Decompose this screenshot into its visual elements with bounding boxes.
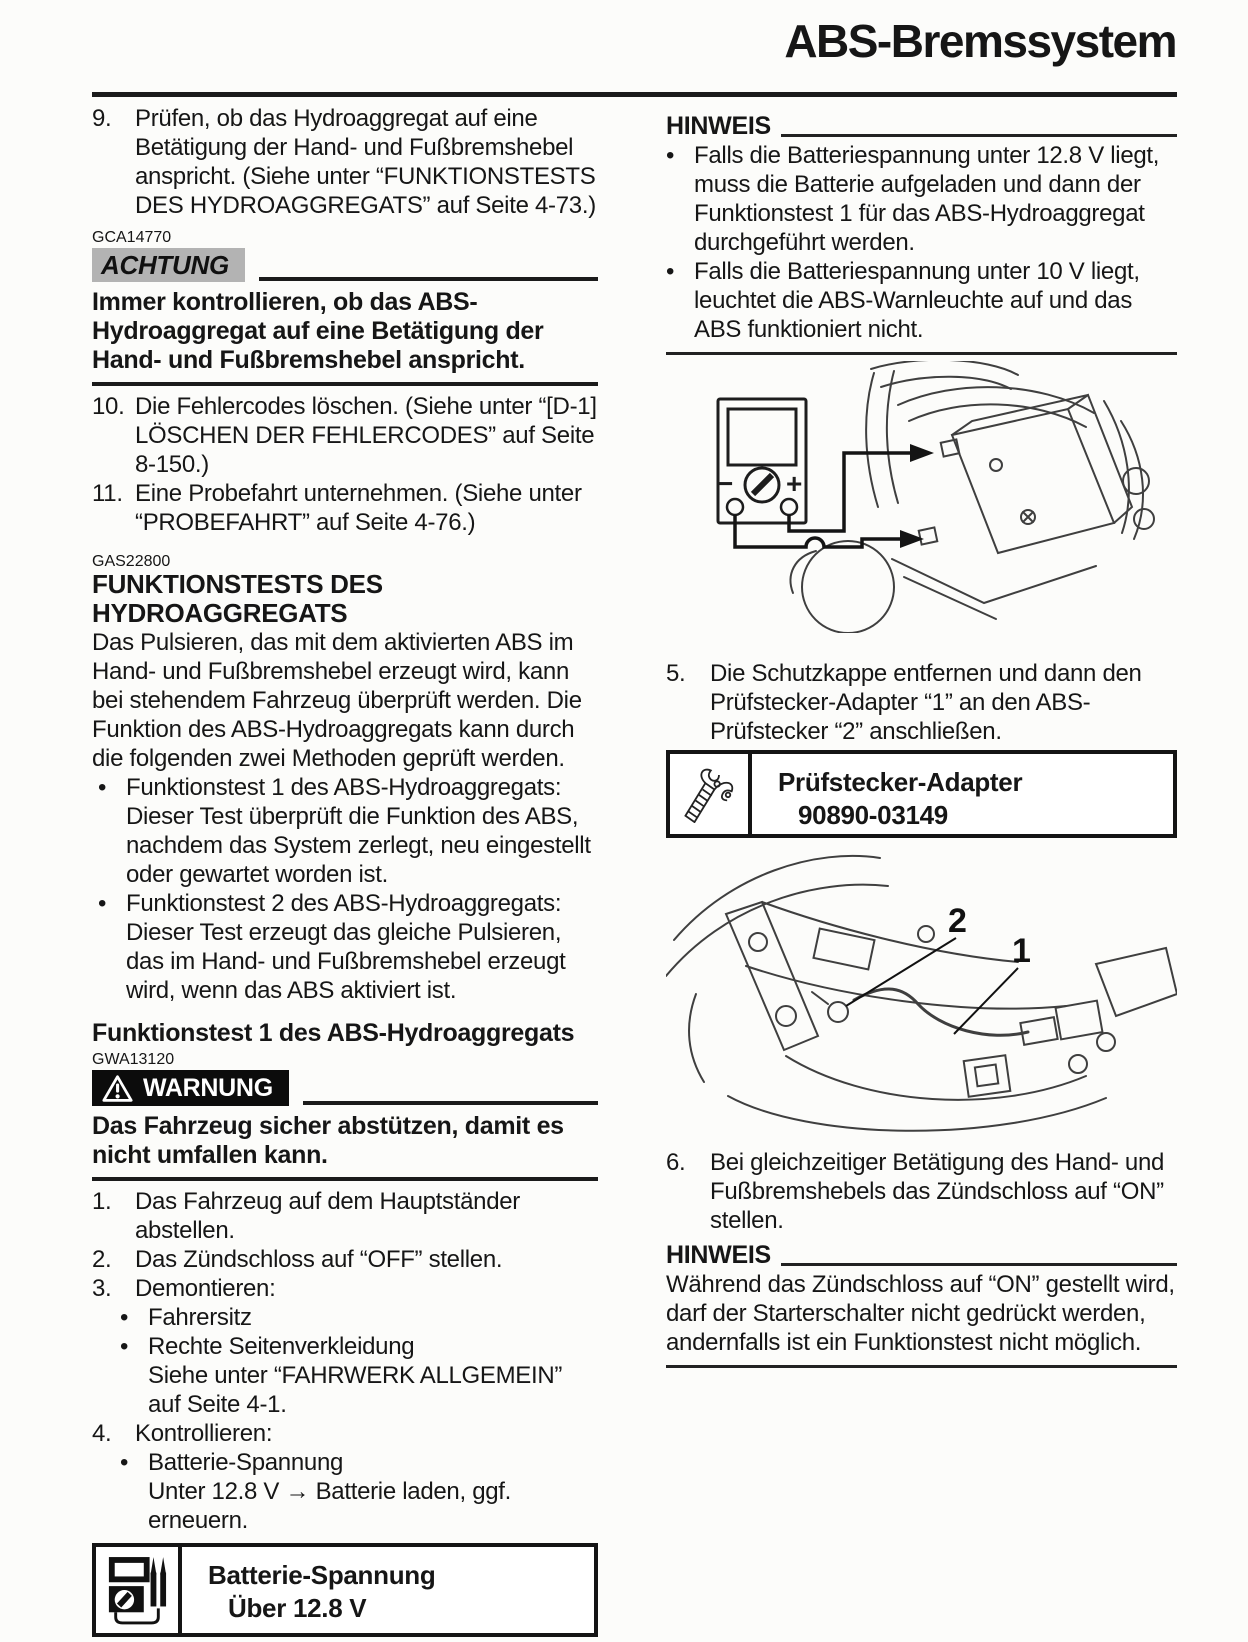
achtung-code: GCA14770: [92, 229, 172, 246]
step-number: 3.: [92, 1275, 112, 1302]
list-item-6: [666, 1148, 1177, 1235]
note-label: HINWEIS: [666, 1241, 771, 1269]
step-item: [92, 1187, 598, 1245]
step-text: Das Fahrzeug auf dem Hauptständer abstellen.: [135, 1188, 520, 1244]
note-header: [666, 112, 1177, 141]
subsection-heading: Funktionstest 1 des ABS-Hydroaggregats: [92, 1019, 575, 1047]
note-label: HINWEIS: [666, 112, 771, 140]
list-text: Bei gleichzeitiger Betätigung des Hand- und Fußbremshebels das Zündschloss auf “ON” stellen.: [710, 1149, 1165, 1234]
sub-bullet: [120, 1303, 598, 1332]
spec-title: Batterie-Spannung: [208, 1560, 436, 1590]
list-item-10: [92, 392, 598, 479]
list-text: Die Schutzkappe entfernen und dann den Prüfstecker-Adapter “1” an den ABS-Prüfstecker “2” anschließen.: [710, 660, 1142, 745]
note-underline: [781, 1263, 1177, 1266]
tool-text: [752, 754, 1022, 834]
multimeter-plus-label: +: [786, 468, 803, 499]
sub-bullet-text: Fahrersitz: [148, 1304, 252, 1331]
spec-value: Über 12.8 V: [228, 1593, 367, 1623]
list-text: Prüfen, ob das Hydroaggregat auf eine Betätigung der Hand- und Fußbremshebel anspricht. (Siehe unter “FUNKTIONSTESTS DES HYDROAGGREGATS” auf Seite 4-73.): [135, 105, 596, 219]
sub-bullet-note: Unter 12.8 V → Batterie laden, ggf. erneuern.: [148, 1478, 512, 1534]
spec-box-battery-voltage: [92, 1543, 598, 1637]
achtung-text: Immer kontrollieren, ob das ABS-Hydroaggregat auf eine Betätigung der Hand- und Fußbremshebel anspricht.: [92, 288, 544, 374]
right-column: [666, 112, 1177, 1368]
arrow-to-negative-terminal: [900, 530, 924, 548]
list-number: 11.: [92, 480, 123, 507]
section-heading: FUNKTIONSTESTS DES HYDROAGGREGATS: [92, 569, 383, 628]
bullet-icon: •: [666, 142, 675, 169]
tool-title: Prüfstecker-Adapter: [778, 767, 1023, 797]
left-column: [92, 104, 598, 1637]
list-text: Eine Probefahrt unternehmen. (Siehe unter “PROBEFAHRT” auf Seite 4-76.): [135, 480, 582, 536]
figure-test-connector: [666, 844, 1177, 1140]
note-text: Während das Zündschloss auf “ON” gestellt wird, darf der Starterschalter nicht gedrückt werden, andernfalls ist ein Funktionstest nicht möglich.: [666, 1271, 1175, 1356]
sub-bullet-text: Batterie-Spannung Unter 12.8 V → Batterie laden, ggf. erneuern.: [148, 1448, 598, 1535]
warning-label-text: WARNUNG: [143, 1074, 273, 1102]
sub-bullet: [120, 1332, 598, 1419]
list-number: 5.: [666, 660, 686, 687]
list-item-11: [92, 479, 598, 537]
note-end-rule: [666, 1365, 1177, 1368]
multimeter-icon: [96, 1547, 182, 1633]
achtung-row: [92, 248, 598, 282]
list-item-5: [666, 659, 1177, 746]
achtung-label: ACHTUNG: [92, 248, 245, 282]
warning-text: Das Fahrzeug sicher abstützen, damit es nicht umfallen kann.: [92, 1112, 564, 1169]
step-number: 2.: [92, 1246, 112, 1273]
multimeter-minus-label: −: [717, 468, 734, 499]
sub-bullet-note: Siehe unter “FAHRWERK ALLGEMEIN” auf Seite 4-1.: [148, 1362, 563, 1418]
sub-bullet-list: [92, 1303, 598, 1419]
warning-code: GWA13120: [92, 1051, 175, 1068]
section-code: GAS22800: [92, 553, 171, 570]
header-rule: [92, 92, 1177, 97]
bullet-icon: •: [98, 774, 107, 801]
sub-bullet-text: Rechte Seitenverkleidung Siehe unter “FAHRWERK ALLGEMEIN” auf Seite 4-1.: [148, 1332, 598, 1419]
list-text: Die Fehlercodes löschen. (Siehe unter “[D-1] LÖSCHEN DER FEHLERCODES” auf Seite 8-150.): [135, 393, 597, 478]
note-bullet-text: Falls die Batteriespannung unter 12.8 V liegt, muss die Batterie aufgeladen und dann der Funktionstest 1 für das ABS-Hydroaggregat durchgeführt werden.: [694, 142, 1160, 256]
step-item: [92, 1274, 598, 1303]
step-item: [92, 1419, 598, 1448]
achtung-end-rule: [92, 382, 598, 386]
step-number: 4.: [92, 1420, 112, 1447]
arrow-to-positive-terminal: [910, 444, 934, 462]
feature-bullet: [92, 889, 598, 1005]
bullet-text: Funktionstest 1 des ABS-Hydroaggregats: Dieser Test überprüft die Funktion des ABS, nachdem das System zerlegt, neu eingestellt oder gewartet worden ist.: [126, 774, 591, 888]
page-title: ABS-Bremssystem: [784, 15, 1176, 67]
callout-1: 1: [1012, 932, 1031, 970]
step-number: 1.: [92, 1188, 112, 1215]
figure-multimeter-battery: [666, 361, 1177, 633]
sub-bullet-list: [92, 1448, 598, 1535]
step-text: Demontieren:: [135, 1275, 276, 1302]
warning-triangle-icon: [102, 1074, 133, 1103]
warning-underline: [303, 1101, 598, 1105]
note-end-rule: [666, 352, 1177, 355]
warning-end-rule: [92, 1177, 598, 1181]
note-bullet: [666, 141, 1177, 257]
list-number: 6.: [666, 1149, 686, 1176]
note-header: [666, 1241, 1177, 1270]
sub-bullet: [120, 1448, 598, 1535]
bullet-icon: •: [120, 1333, 129, 1360]
bullet-icon: •: [98, 890, 107, 917]
list-number: 9.: [92, 105, 112, 132]
list-number: 10.: [92, 393, 125, 420]
bullet-icon: •: [666, 258, 675, 285]
tool-part-number: 90890-03149: [798, 800, 948, 830]
section-intro: Das Pulsieren, das mit dem aktivierten ABS im Hand- und Fußbremshebel erzeugt wird, kann bei stehendem Fahrzeug überprüft werden. Die Funktion des ABS-Hydroaggregats kann durch die folgenden zwei Methoden geprüft werden.: [92, 629, 582, 772]
feature-bullet: [92, 773, 598, 889]
note-bullet: [666, 257, 1177, 344]
step-item: [92, 1245, 598, 1274]
adapter-tool-icon: [670, 754, 752, 834]
spec-text: [182, 1547, 435, 1633]
list-item-9: [92, 104, 598, 220]
achtung-underline: [259, 277, 598, 281]
callout-2: 2: [948, 902, 967, 940]
step-list: [92, 1187, 598, 1535]
tool-box-test-adapter: [666, 750, 1177, 838]
bullet-icon: •: [120, 1449, 129, 1476]
warning-label: [92, 1070, 289, 1106]
bullet-icon: •: [120, 1304, 129, 1331]
bullet-text: Funktionstest 2 des ABS-Hydroaggregats: Dieser Test erzeugt das gleiche Pulsieren, das im Hand- und Fußbremshebel erzeugt wird, wenn das ABS aktiviert ist.: [126, 890, 566, 1004]
note-bullet-text: Falls die Batteriespannung unter 10 V liegt, leuchtet die ABS-Warnleuchte auf und das ABS funktioniert nicht.: [694, 258, 1140, 343]
note-underline: [781, 134, 1177, 137]
step-text: Das Zündschloss auf “OFF” stellen.: [135, 1246, 503, 1273]
step-text: Kontrollieren:: [135, 1420, 273, 1447]
warning-row: [92, 1070, 598, 1106]
